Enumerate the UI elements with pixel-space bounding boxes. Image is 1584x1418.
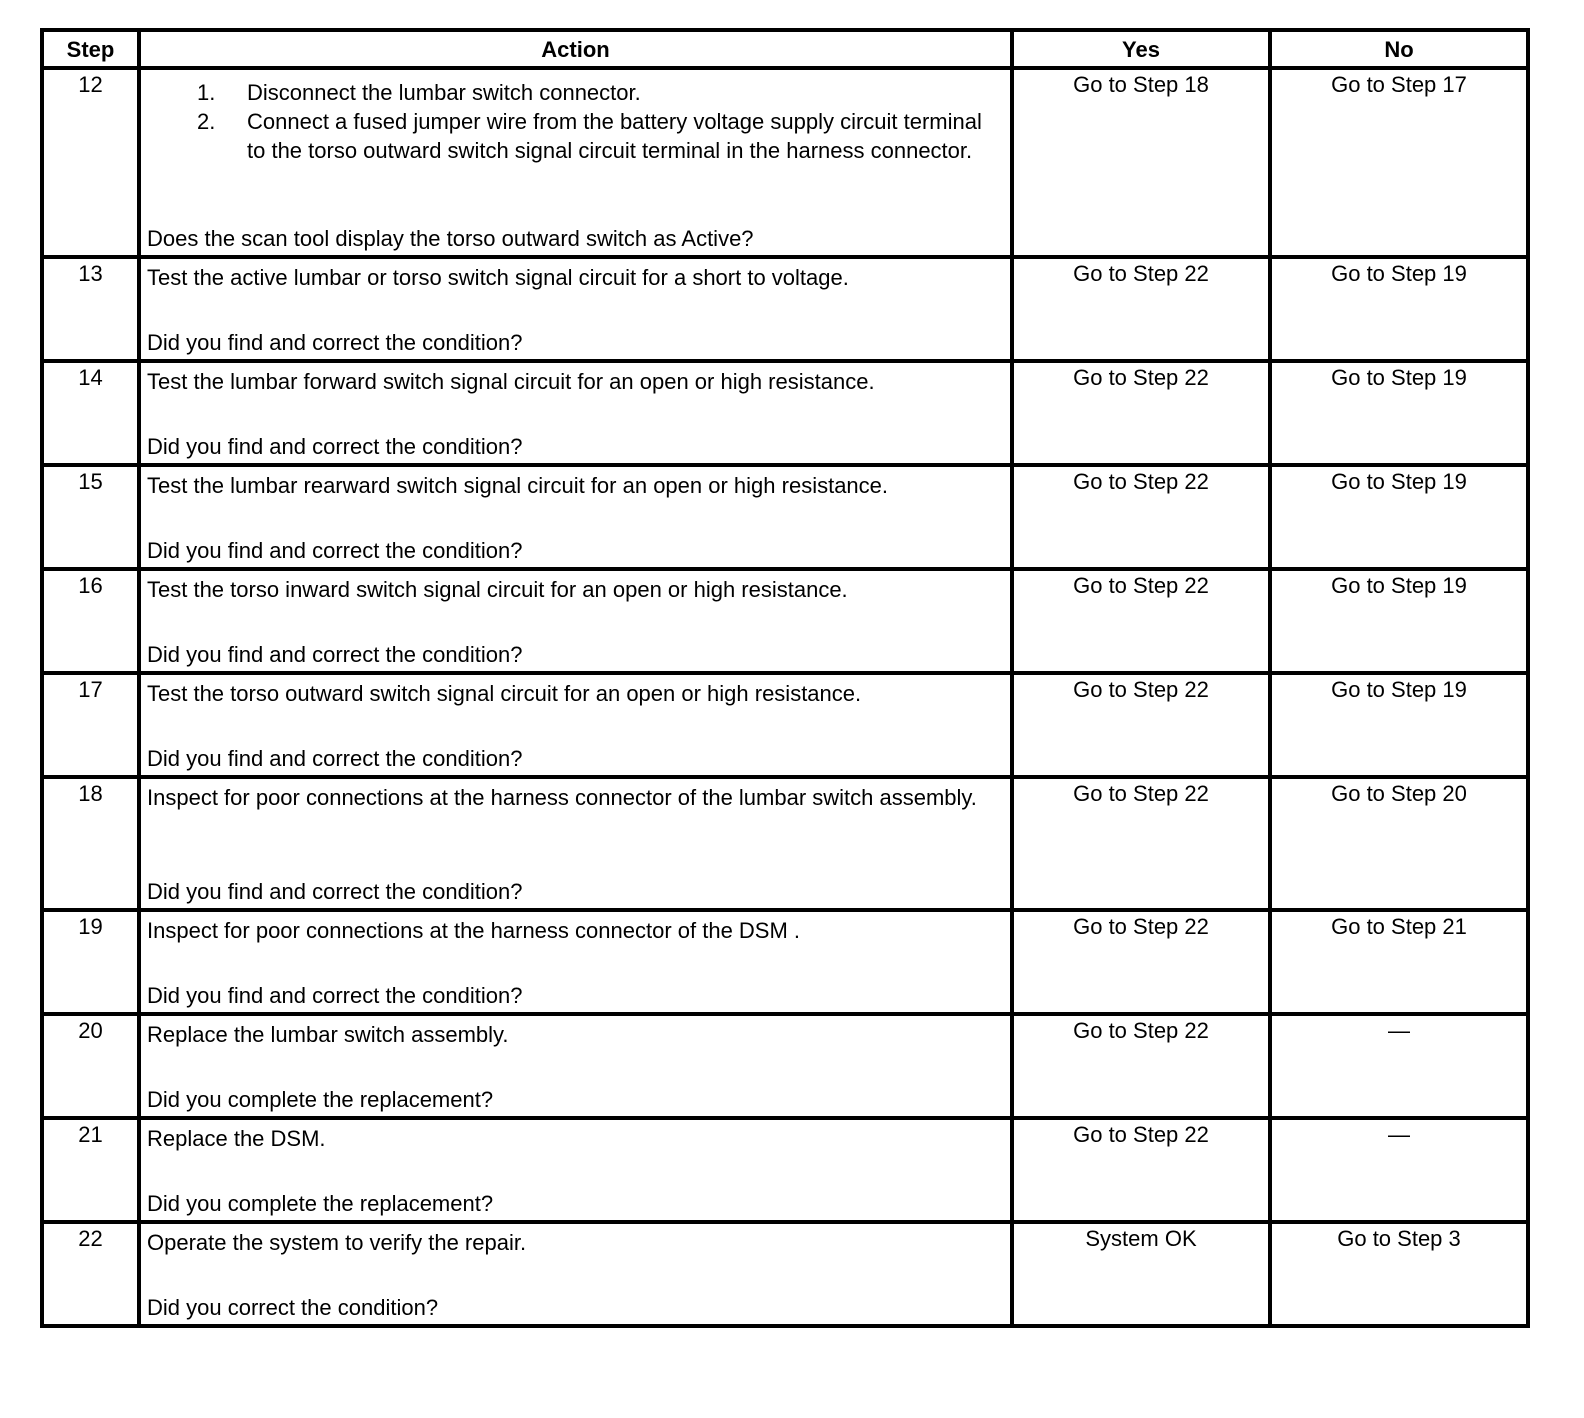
table-row — [42, 1222, 1528, 1326]
yes-result: Go to Step 22 — [1012, 257, 1270, 361]
action-question: Did you complete the replacement? — [147, 1191, 494, 1216]
action-question: Did you find and correct the condition? — [147, 330, 523, 355]
step-number: 12 — [42, 68, 139, 257]
action-question: Did you complete the replacement? — [147, 1087, 494, 1112]
action-question: Did you find and correct the condition? — [147, 879, 523, 904]
yes-result: Go to Step 22 — [1012, 673, 1270, 777]
table-row — [42, 257, 1528, 361]
step-number: 14 — [42, 361, 139, 465]
yes-result: Go to Step 22 — [1012, 569, 1270, 673]
step-number: 17 — [42, 673, 139, 777]
action-cell — [139, 257, 1012, 361]
step-number: 21 — [42, 1118, 139, 1222]
no-result: Go to Step 19 — [1270, 465, 1528, 569]
diagnostic-table — [40, 28, 1530, 1328]
action-instruction: Test the torso inward switch signal circuit for an open or high resistance. — [147, 577, 848, 602]
yes-result: Go to Step 18 — [1012, 68, 1270, 257]
no-result: Go to Step 19 — [1270, 569, 1528, 673]
table-row — [42, 1014, 1528, 1118]
step-number: 16 — [42, 569, 139, 673]
action-cell — [139, 68, 1012, 257]
action-cell — [139, 1014, 1012, 1118]
list-item: 2. Connect a fused jumper wire from the battery voltage supply circuit terminal to the torso outward switch signal circuit terminal in the harness connector. — [197, 109, 982, 163]
header-row — [42, 30, 1528, 68]
yes-result: Go to Step 22 — [1012, 1014, 1270, 1118]
no-result: Go to Step 20 — [1270, 777, 1528, 910]
action-question: Did you find and correct the condition? — [147, 746, 523, 771]
action-cell — [139, 1118, 1012, 1222]
table-row — [42, 910, 1528, 1014]
table-row — [42, 361, 1528, 465]
action-instruction: Inspect for poor connections at the harness connector of the DSM . — [147, 918, 801, 943]
header-action: Action — [139, 30, 1012, 68]
list-item: 1. Disconnect the lumbar switch connector. — [197, 80, 641, 105]
action-question: Did you find and correct the condition? — [147, 434, 523, 459]
action-question: Does the scan tool display the torso outward switch as Active? — [147, 226, 754, 251]
action-instruction: Test the lumbar forward switch signal circuit for an open or high resistance. — [147, 369, 875, 394]
yes-result: System OK — [1012, 1222, 1270, 1326]
step-number: 18 — [42, 777, 139, 910]
no-result: — — [1270, 1014, 1528, 1118]
action-cell — [139, 361, 1012, 465]
action-cell — [139, 673, 1012, 777]
yes-result: Go to Step 22 — [1012, 910, 1270, 1014]
action-instruction: Operate the system to verify the repair. — [147, 1230, 527, 1255]
yes-result: Go to Step 22 — [1012, 361, 1270, 465]
table-row — [42, 777, 1528, 910]
action-instruction: Test the lumbar rearward switch signal circuit for an open or high resistance. — [147, 473, 889, 498]
no-result: Go to Step 19 — [1270, 673, 1528, 777]
action-question: Did you find and correct the condition? — [147, 983, 523, 1008]
action-instruction: Replace the lumbar switch assembly. — [147, 1022, 509, 1047]
action-instruction: Replace the DSM. — [147, 1126, 326, 1151]
action-question: Did you correct the condition? — [147, 1295, 439, 1320]
table-row — [42, 673, 1528, 777]
header-yes: Yes — [1012, 30, 1270, 68]
action-instruction: Test the torso outward switch signal circuit for an open or high resistance. — [147, 681, 862, 706]
header-step: Step — [42, 30, 139, 68]
action-instruction: Inspect for poor connections at the harness connector of the lumbar switch assembly. — [147, 785, 977, 810]
table-row — [42, 68, 1528, 257]
yes-result: Go to Step 22 — [1012, 1118, 1270, 1222]
yes-result: Go to Step 22 — [1012, 465, 1270, 569]
action-cell — [139, 777, 1012, 910]
step-number: 15 — [42, 465, 139, 569]
action-question: Did you find and correct the condition? — [147, 538, 523, 563]
no-result: Go to Step 19 — [1270, 361, 1528, 465]
no-result: Go to Step 21 — [1270, 910, 1528, 1014]
no-result: Go to Step 3 — [1270, 1222, 1528, 1326]
no-result: Go to Step 17 — [1270, 68, 1528, 257]
substep-list — [147, 78, 1004, 165]
table-row — [42, 569, 1528, 673]
table-row — [42, 465, 1528, 569]
action-cell — [139, 569, 1012, 673]
step-number: 19 — [42, 910, 139, 1014]
action-cell — [139, 910, 1012, 1014]
step-number: 22 — [42, 1222, 139, 1326]
action-cell — [139, 465, 1012, 569]
header-no: No — [1270, 30, 1528, 68]
action-instruction: Test the active lumbar or torso switch signal circuit for a short to voltage. — [147, 265, 849, 290]
table-row — [42, 1118, 1528, 1222]
yes-result: Go to Step 22 — [1012, 777, 1270, 910]
no-result: Go to Step 19 — [1270, 257, 1528, 361]
step-number: 13 — [42, 257, 139, 361]
action-cell — [139, 1222, 1012, 1326]
step-number: 20 — [42, 1014, 139, 1118]
no-result: — — [1270, 1118, 1528, 1222]
action-question: Did you find and correct the condition? — [147, 642, 523, 667]
